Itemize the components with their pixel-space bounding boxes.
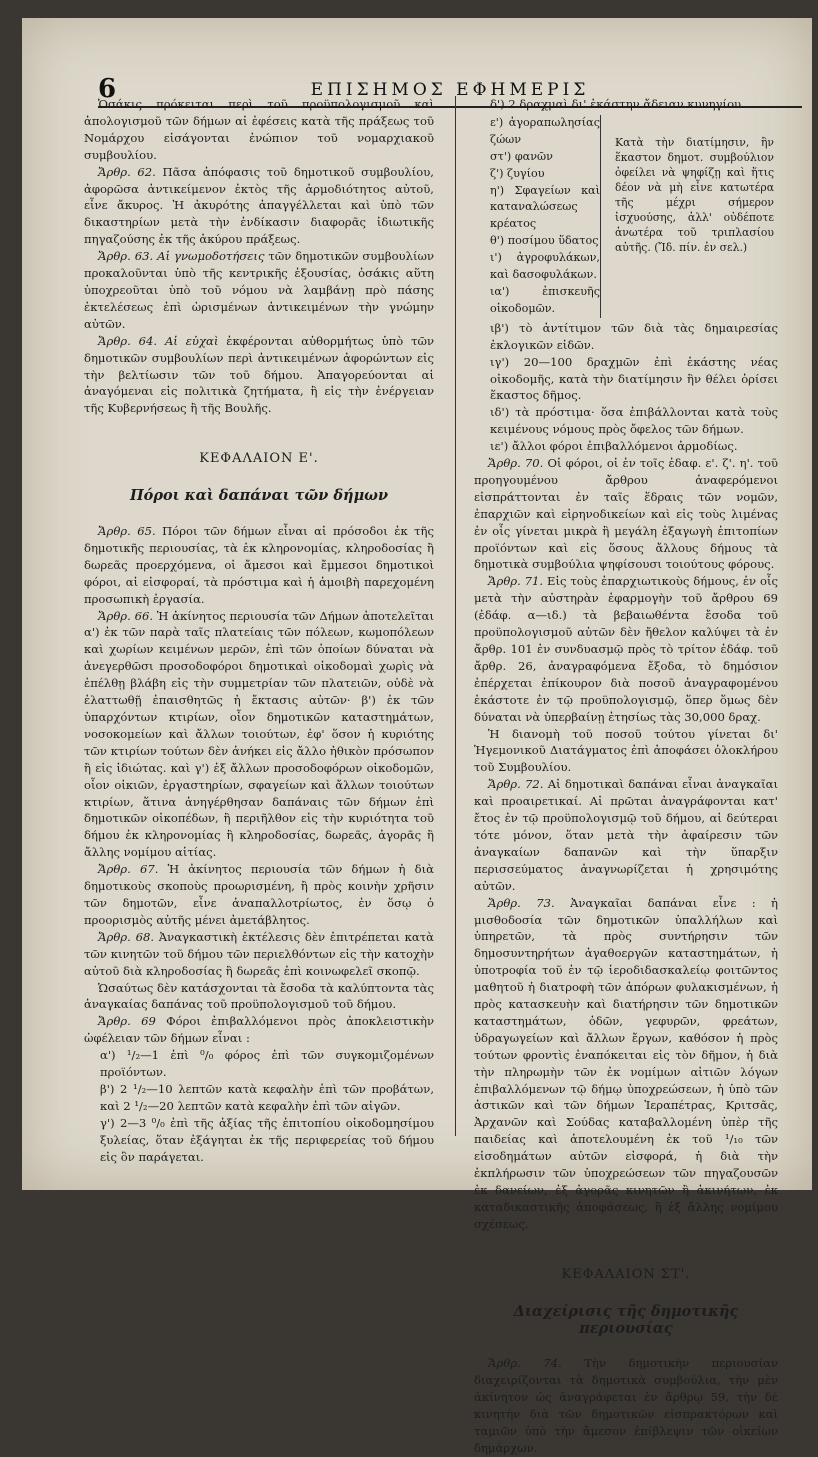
right-column (474, 96, 778, 1457)
article-67 (84, 861, 434, 929)
article-label: Ἄρθρ. 66. (98, 608, 154, 623)
tax-item-a: α') ¹/₂—1 ἐπὶ ⁰/₀ φόρος ἐπὶ τῶν συγκομιζομένων προϊόντων. (100, 1048, 434, 1080)
article-70 (474, 455, 778, 573)
article-text: Ἡ ἀκίνητος περιουσία τῶν δήμων ἡ διὰ δημοτικοὺς σκοποὺς προωρισμένη, ἢ πρὸς κοινὴν χρῆσιν τῶν δημοτῶν, εἶνε ἀναπαλλοτρίωτος, ἐν ὅσῳ ὁ προορισμὸς αὐτῆς μένει ἀμετάβλητος. (84, 862, 434, 927)
article-term: Αἱ εὐχαὶ (164, 333, 219, 348)
paragraph-intro: Ὁσάκις πρόκειται περὶ τοῦ προϋπολογισμοῦ καὶ ἀπολογισμοῦ τῶν δήμων αἱ ἐφέσεις κατὰ τῆς πράξεως τοῦ Νομάρχου εἰσάγονται ἐνώπιον τοῦ νομαρχιακοῦ συμβουλίου. (84, 97, 434, 162)
article-label: Ἄρθρ. 63. (98, 249, 154, 264)
chapter-heading: ΚΕΦΑΛΑΙΟΝ Ε'. (199, 451, 319, 467)
article-text: ἐκφέρονται αὐθορμήτως ὑπὸ τῶν δημοτικῶν συμβουλίων περὶ ἀντικειμένων ἀφορώντων εἰς τὴν βελτίωσιν τῶν τοῦ δήμου. Ἀπαγορεύονται αἱ ἀναγόμεναι εἰς πολιτικὰ ζητήματα, ἢ εἰς τὴν ἐνέργειαν τῆς Κυβερνήσεως ἢ τῆς Βουλῆς. (84, 333, 435, 416)
article-label: Ἄρθρ. 74. (488, 1356, 562, 1371)
article-62 (84, 164, 434, 249)
article-label: Ἄρθρ. 67. (98, 862, 159, 877)
tax-item-d: δ') 2 δραχμαὶ δι' ἑκάστην ἄδειαν κυνηγίου. (490, 97, 745, 111)
tax-item-id: ιδ') τὰ πρόστιμα· ὅσα ἐπιβάλλονται κατὰ τοὺς κειμένους νόμους πρὸς ὄφελος τῶν δήμων. (490, 405, 778, 437)
article-term: Αἱ γνωμοδοτήσεις (157, 249, 265, 264)
list-item: στ') φανῶν (490, 149, 553, 163)
article-65 (84, 523, 434, 608)
column-divider (455, 96, 456, 1136)
article-text: Οἱ φόροι, οἱ ἐν τοῖς ἐδαφ. ε'. ζ'. η'. τοῦ προηγουμένου ἄρθρου ἀναφερόμενοι εἰσπράττονται ἐν ταῖς ἕδραις τῶν νομῶν, ἐπαρχιῶν καὶ εἰρηνοδικείων καὶ εἰς τοὺς λιμένας ἐν οἷς γίνεται μικρὰ ἢ μεγάλη ἐξαγωγὴ ἐπιτοπίων προϊόντων καὶ εἰς ὅσους ἄλλους δήμους τὰ δημοτικὰ συμβούλια ψηφίσουσι τοιούτους φόρους. (474, 456, 779, 572)
chapter-heading: ΚΕΦΑΛΑΙΟΝ ΣΤ'. (561, 1266, 691, 1282)
paragraph-after-71: Ἡ διανομὴ τοῦ ποσοῦ τούτου γίνεται δι' Ἡγεμονικοῦ Διατάγματος ἐπὶ ἀποφάσει ὁλοκλήρου τοῦ Συμβουλίου. (474, 726, 778, 775)
article-text: Τὴν δημοτικὴν περιουσίαν διαχειρίζονται τὰ δημοτικὰ συμβούλια, τὴν μὲν ἀκίνητον ὡς ἀναγράφεται ἐν ἄρθρῳ 59, τὴν δὲ κινητὴν διὰ τῶν δημοτικῶν εἰσπρακτόρων καὶ ταμιῶν ὑπὸ τὴν ἄμεσον ἐπίβλεψιν τῶν οἰκείων δημάρχων. (474, 1356, 778, 1455)
chapter-subtitle: Διαχείρισις τῆς δημοτικῆς περιουσίας (513, 1302, 739, 1337)
article-text: Ἀναγκαστικὴ ἐκτέλεσις δὲν ἐπιτρέπεται κατὰ τῶν κινητῶν τοῦ δήμου τῶν περιελθόντων εἰς τὴν κατοχὴν αὐτοῦ διὰ κληροδοσίας ἢ δωρεᾶς ἐπὶ κοινωφελεῖ σκοπῷ. (84, 929, 434, 978)
article-text: Πᾶσα ἀπόφασις τοῦ δημοτικοῦ συμβουλίου, ἀφορῶσα ἀντικείμενον ἐκτὸς τῆς ἁρμοδιότητος αὐτοῦ, εἶνε ἄκυρος. Ἡ ἀκυρότης ἀπαγγέλλεται καὶ ὑπὸ τῶν δικαστηρίων μετὰ τὴν ἐνδίκασιν διαφορᾶς ἰδιωτικῆς πηγαζούσης ἐκ τῆς ἀκύρου πράξεως. (84, 164, 434, 247)
article-text: Ἡ ἀκίνητος περιουσία τῶν Δήμων ἀποτελεῖται α') ἐκ τῶν παρὰ ταῖς πλατείαις τῶν πόλεων, κωμοπόλεων καὶ χωρίων κειμένων μερῶν, ἐπὶ τῶν ὁποίων δύναται νὰ ἀνεγερθῶσι προσοδοφόροι δημοτικαὶ οἰκοδομαὶ χωρὶς νὰ ἐπέλθῃ βλάβη εἰς τὴν συμμετρίαν τῶν πλατειῶν, οὐδὲ νὰ ἐλαττωθῇ ἐπαισθητῶς ἡ ἔκτασις αὐτῶν· β') ἐκ τῶν ὑπαρχόντων κτιρίων, οἷον δημοτικῶν καταστημάτων, νοσοκομείων καὶ ἄλλων τοιούτων, ἐφ' ὅσον ἡ κυριότης τῶν κτιρίων τούτων δὲν ἀνήκει εἰς ἄλλο ἠθικὸν πρόσωπον ἢ εἰς ἰδιώτας. καὶ γ') ἐξ ἄλλων προσοδοφόρων οἰκοδομῶν, οἷον οἰκιῶν, ἐργαστηρίων, σφαγείων καὶ ἄλλων τοιούτων κτιρίων, ἅτινα ἀνηγέρθησαν δαπάναις τῶν δήμων ἐπὶ δημοτικῶν οἰκοπέδων, ἢ περιῆλθον εἰς τὴν κυριότητα τοῦ δήμου ἐκ κληρονομίας ἢ κληροδοσίας, δωρεᾶς, ἀγορᾶς ἢ ἄλλης νομίμου αἰτίας. (84, 608, 435, 860)
article-label: Ἄρθρ. 65. (98, 524, 156, 539)
article-label: Ἄρθρ. 73. (488, 895, 555, 910)
brace-note: Κατὰ τὴν διατίμησιν, ἣν ἕκαστον δημοτ. συμβούλιον ὀφείλει νὰ ψηφίζῃ καὶ ἥτις δέον νὰ μὴ εἶνε κατωτέρα τῆς μέχρι σήμερον ἰσχυούσης, ἀλλ' οὐδέποτε ἀνωτέρα τοῦ τριπλασίου αὐτῆς. (Ἴδ. πίν. ἐν σελ.) (615, 135, 774, 254)
article-74 (474, 1355, 778, 1456)
left-column (84, 96, 434, 1165)
article-text: Αἱ δημοτικαὶ δαπάναι εἶναι ἀναγκαῖαι καὶ προαιρετικαί. Αἱ πρῶται ἀναγράφονται κατ' ἔτος ἐν τῷ προϋπολογισμῷ τοῦ δήμου, αἱ δεύτεραι τότε μόνον, ὅταν μετὰ τὴν ἀφαίρεσιν τῶν ἀναγκαίων δαπανῶν καὶ τὴν ὕπαρξιν περισσεύματος ἀναγνωρίζεται ἡ χρησιμότης αὐτῶν. (474, 777, 778, 893)
tax-item-ib: ιβ') τὸ ἀντίτιμον τῶν διὰ τὰς δημαιρεσίας ἐκλογικῶν εἰδῶν. (490, 320, 778, 352)
chapter-subtitle: Πόροι καὶ δαπάναι τῶν δήμων (129, 487, 389, 505)
braced-tax-group (474, 115, 778, 318)
article-label: Ἄρθρ. 69 (98, 1014, 156, 1029)
article-text: Ἀναγκαῖαι δαπάναι εἶνε : ἡ μισθοδοσία τῶν δημοτικῶν ὑπαλλήλων καὶ ὑπηρετῶν, τὰ πρὸς συντήρησιν τῶν δημοσυντηρήτων ἀγαθοεργῶν καταστημάτων, ἡ ὑποτροφία τοῦ ἐν τῷ ἱεροδιδασκαλείῳ φοιτῶντος μαθητοῦ ἡ διατροφὴ τῶν ἀπόρων φυλακισμένων, ἡ πρὸς κατασκευὴν καὶ διατήρησιν τῶν δημοτικῶν καταστημάτων, ὁδῶν, γεφυρῶν, φρεάτων, ὑδραγωγείων καὶ ἄλλων ἔργων, καθόσον ἡ πρὸς τούτων φροντὶς ἐναπόκειται εἰς τὸν δῆμον, ἡ διὰ τὴν πληρωμὴν τῶν ἐκ νομίμων αἰτιῶν λόγων ἐπιβαλλόμενων τῷ δήμῳ ὑποχρεώσεων, ἡ ὑπὸ τῶν ἀστικῶν καὶ τῶν δήμων Ἱεραπέτρας, Κριτσᾶς, Ἀρχανῶν καὶ Σούδας καταβαλλομένη ὑπὲρ τῆς παιδείας καὶ ἀποτελουμένη ἐκ τοῦ ¹/₁₀ τῶν εἰσοδημάτων αὐτῶν εἰσφορά, ἡ διὰ τὴν ἐκπλήρωσιν τῶν ὑποχρεώσεων τῶν πηγαζουσῶν ἐκ δανείων, ἐξ ἀγορᾶς κινητῶν ἢ ἀκινήτων, ἐκ καταδικαστικῆς ἀποφάσεως, ἢ ἐξ ἄλλης νομίμου σχέσεως. (474, 895, 778, 1231)
tax-item-ig: ιγ') 20—100 δραχμῶν ἐπὶ ἑκάστης νέας οἰκοδομῆς, κατὰ τὴν διατίμησιν ἣν θέλει ὁρίσει ἕκαστος δῆμος. (490, 354, 778, 403)
article-label: Ἄρθρ. 68. (98, 929, 155, 944)
article-label: Ἄρθρ. 62. (98, 164, 156, 179)
paragraph-after-68: Ὡσαύτως δὲν κατάσχονται τὰ ἔσοδα τὰ καλύπτοντα τὰς ἀναγκαίας δαπάνας τοῦ προϋπολογισμοῦ τοῦ δήμου. (84, 980, 434, 1012)
list-item: θ') ποσίμου ὕδατος (490, 234, 599, 248)
article-label: Ἄρθρ. 71. (488, 574, 544, 589)
tax-item-g: γ') 2—3 ⁰/₀ ἐπὶ τῆς ἀξίας τῆς ἐπιτοπίου οἰκοδομησίμου ξυλείας, ὅταν ἐξάγηται ἐκ τῆς περιφερείας τοῦ δήμου εἰς ὃν παράγεται. (100, 1115, 434, 1164)
braced-tax-list (474, 115, 601, 318)
list-item: ζ') ζυγίου (490, 166, 545, 180)
article-73 (474, 895, 778, 1233)
article-text: Πόροι τῶν δήμων εἶναι αἱ πρόσοδοι ἐκ τῆς δημοτικῆς περιουσίας, τὰ ἐκ κληρονομίας, κληροδοσίας ἢ δωρεᾶς προερχόμενα, οἱ ἄμεσοι καὶ ἔμμεσοι δημοτικοὶ φόροι, αἱ εἰσφοραί, τὰ πρόστιμα καὶ ἡ ἀμοιβὴ παρεχομένη προσωπικὴ ἐργασία. (84, 524, 434, 606)
list-item: η') Σφαγείων καὶ καταναλώσεως κρέατος (490, 183, 600, 231)
list-item: ια') ἐπισκευῆς οἰκοδομῶν. (490, 284, 600, 315)
article-63 (84, 248, 434, 333)
article-text: Εἰς τοὺς ἐπαρχιωτικοὺς δήμους, ἐν οἷς μετὰ τὴν αὐστηρὰν ἐφαρμογὴν τοῦ ἄρθρου 69 (ἐδάφ. α—ιδ.) τὰ βεβαιωθέντα ἔσοδα τοῦ προϋπολογισμοῦ αὐτῶν δὲν ἤθελον καλύψει τὰ ἐν ἄρθρ. 101 ἐν συνδυασμῷ πρὸς τὸ τρίτον ἐδάφ. τοῦ ἄρθρ. 26, ἀναγραφόμενα ἔξοδα, τὸ δημόσιον ἐπέρχεται ἐπίκουρον διὰ ποσοῦ ἀναγραφομένου ἑκάστοτε ἐν τῷ προϋπολογισμῷ, ὅπερ ὅμως δὲν δύναται νὰ ὑπερβαίνῃ ἐτησίως τὰς 30,000 δραχ. (474, 574, 778, 724)
article-71 (474, 573, 778, 725)
article-text: τῶν δημοτικῶν συμβουλίων προκαλοῦνται ὑπὸ τῆς κεντρικῆς ἐξουσίας, ὁσάκις αὕτη ὑποχρεοῦται ὑπὸ τοῦ νόμου νὰ λαμβάνῃ πρὸ πάσης ἐκτελέσεως ἐπὶ ὡρισμένων ἀντικειμένων τὴν γνώμην αὐτῶν. (84, 249, 435, 331)
article-68 (84, 929, 434, 980)
article-label: Ἄρθρ. 64. (98, 333, 158, 348)
article-66 (84, 608, 434, 862)
tax-item-ie: ιε') ἄλλοι φόροι ἐπιβαλλόμενοι ἁρμοδίως. (490, 439, 738, 454)
article-64 (84, 333, 434, 418)
list-item: ι') ἀγροφυλάκων, καὶ δασοφυλάκων. (490, 251, 600, 282)
gazette-title: ΕΠΙΣΗΜΟΣ ΕΦΗΜΕΡΙΣ (310, 80, 590, 100)
page-number: 6 (98, 74, 117, 104)
article-69 (84, 1013, 434, 1047)
list-item: ε') ἀγοραπωλησίας ζώων (490, 115, 600, 146)
article-label: Ἄρθρ. 70. (488, 456, 544, 471)
article-label: Ἄρθρ. 72. (488, 777, 544, 792)
tax-item-b: β') 2 ¹/₂—10 λεπτῶν κατὰ κεφαλὴν ἐπὶ τῶν προβάτων, καὶ 2 ¹/₂—20 λεπτῶν κατὰ κεφαλὴν ἐπὶ τῶν αἰγῶν. (100, 1081, 434, 1113)
article-text: Φόροι ἐπιβαλλόμενοι πρὸς ἀποκλειστικὴν ὠφέλειαν τῶν δήμων εἶναι : (84, 1014, 434, 1046)
article-72 (474, 776, 778, 894)
